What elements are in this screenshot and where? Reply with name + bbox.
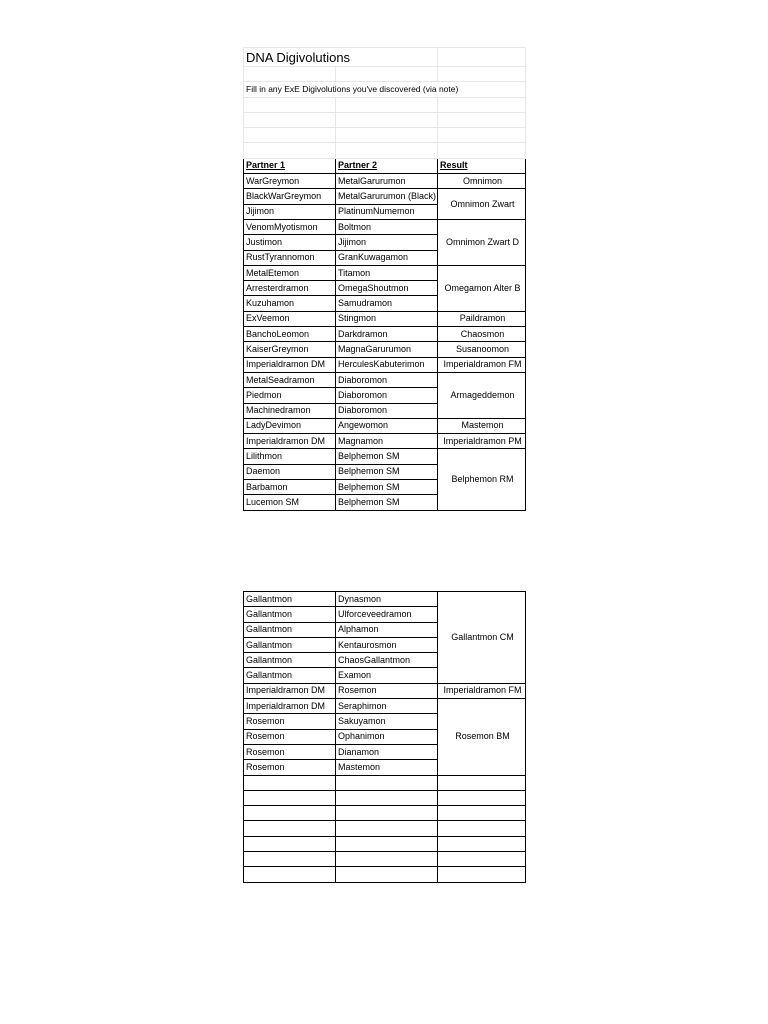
empty-cell[interactable]	[336, 852, 438, 867]
empty-cell[interactable]	[336, 821, 438, 836]
result-cell[interactable]: Chaosmon	[438, 327, 526, 342]
empty-row	[244, 836, 526, 851]
header-row	[244, 158, 526, 173]
partner2-cell[interactable]: Samudramon	[336, 296, 438, 311]
partner1-cell[interactable]: Gallantmon	[244, 637, 336, 652]
partner1-cell[interactable]: Lilithmon	[244, 449, 336, 464]
partner1-cell[interactable]: Lucemon SM	[244, 495, 336, 510]
empty-row	[244, 867, 526, 882]
empty-cell[interactable]	[244, 806, 336, 821]
partner1-cell[interactable]: Gallantmon	[244, 653, 336, 668]
partner2-cell[interactable]: HerculesKabuterimon	[336, 357, 438, 372]
empty-cell[interactable]	[244, 836, 336, 851]
empty-cell[interactable]	[336, 67, 438, 82]
result-cell[interactable]: Imperialdramon FM	[438, 357, 526, 372]
partner1-cell[interactable]: BlackWarGreymon	[244, 189, 336, 204]
partner2-cell[interactable]: MetalGarurumon	[336, 174, 438, 189]
table-row	[244, 265, 526, 280]
empty-cell[interactable]	[244, 143, 336, 158]
result-cell[interactable]: Imperialdramon FM	[438, 683, 526, 698]
partner1-cell[interactable]: KaiserGreymon	[244, 342, 336, 357]
empty-cell[interactable]	[336, 806, 438, 821]
partner1-cell[interactable]: Rosemon	[244, 714, 336, 729]
partner1-cell[interactable]: RustTyrannomon	[244, 250, 336, 265]
partner2-cell[interactable]: Dianamon	[336, 744, 438, 759]
empty-cell[interactable]	[336, 836, 438, 851]
partner1-cell[interactable]: BanchoLeomon	[244, 327, 336, 342]
partner2-cell[interactable]: PlatinumNumemon	[336, 204, 438, 219]
partner1-cell[interactable]: Rosemon	[244, 744, 336, 759]
partner1-cell[interactable]: MetalEtemon	[244, 265, 336, 280]
note-text[interactable]: Fill in any ExE Digivolutions you've discovered (via note)	[244, 82, 526, 97]
partner1-cell[interactable]: Imperialdramon DM	[244, 683, 336, 698]
result-cell[interactable]: Imperialdramon PM	[438, 434, 526, 449]
empty-row	[244, 806, 526, 821]
partner2-cell[interactable]: Alphamon	[336, 622, 438, 637]
empty-cell[interactable]	[438, 821, 526, 836]
empty-cell[interactable]	[438, 128, 526, 143]
partner1-cell[interactable]: Rosemon	[244, 729, 336, 744]
table-row	[244, 311, 526, 326]
partner2-cell[interactable]: Belphemon SM	[336, 480, 438, 495]
result-cell[interactable]: Paildramon	[438, 311, 526, 326]
result-cell[interactable]: Omnimon Zwart D	[438, 219, 526, 265]
partner2-cell[interactable]: Titamon	[336, 265, 438, 280]
result-cell[interactable]: Omnimon Zwart	[438, 189, 526, 220]
empty-cell[interactable]	[244, 852, 336, 867]
partner2-cell[interactable]: GranKuwagamon	[336, 250, 438, 265]
partner1-cell[interactable]: VenomMyotismon	[244, 219, 336, 234]
partner2-cell[interactable]: Angewomon	[336, 418, 438, 433]
partner1-cell[interactable]: Arresterdramon	[244, 281, 336, 296]
empty-cell[interactable]	[438, 790, 526, 805]
empty-row	[244, 775, 526, 790]
partner2-cell[interactable]: Diaboromon	[336, 388, 438, 403]
empty-cell[interactable]	[438, 112, 526, 127]
empty-cell[interactable]	[336, 128, 438, 143]
partner2-cell[interactable]: MetalGarurumon (Black)	[336, 189, 438, 204]
result-cell[interactable]: Rosemon BM	[438, 699, 526, 775]
table-row	[244, 342, 526, 357]
partner1-cell[interactable]: Gallantmon	[244, 592, 336, 607]
empty-cell[interactable]	[244, 821, 336, 836]
partner2-cell[interactable]: Ulforceveedramon	[336, 607, 438, 622]
partner2-cell[interactable]: Belphemon SM	[336, 495, 438, 510]
empty-cell[interactable]	[438, 806, 526, 821]
empty-cell[interactable]	[438, 775, 526, 790]
empty-row	[244, 821, 526, 836]
empty-cell[interactable]	[244, 128, 336, 143]
bottom-sheet	[243, 591, 526, 883]
table-row	[244, 592, 526, 607]
partner2-cell[interactable]: Diaboromon	[336, 403, 438, 418]
partner1-cell[interactable]: Imperialdramon DM	[244, 699, 336, 714]
empty-cell[interactable]	[336, 775, 438, 790]
partner2-cell[interactable]: Examon	[336, 668, 438, 683]
empty-cell[interactable]	[244, 867, 336, 882]
empty-cell[interactable]	[438, 97, 526, 112]
partner1-cell[interactable]: ExVeemon	[244, 311, 336, 326]
header-result[interactable]: Result	[438, 158, 526, 173]
partner1-cell[interactable]: Machinedramon	[244, 403, 336, 418]
partner2-cell[interactable]: ChaosGallantmon	[336, 653, 438, 668]
empty-cell[interactable]	[438, 143, 526, 158]
empty-cell[interactable]	[438, 867, 526, 882]
partner2-cell[interactable]: OmegaShoutmon	[336, 281, 438, 296]
table-row	[244, 434, 526, 449]
empty-cell[interactable]	[244, 775, 336, 790]
empty-cell[interactable]	[336, 867, 438, 882]
partner1-cell[interactable]: Jijimon	[244, 204, 336, 219]
table-row	[244, 357, 526, 372]
empty-cell[interactable]	[244, 790, 336, 805]
empty-cell[interactable]	[336, 97, 438, 112]
partner2-cell[interactable]: Belphemon SM	[336, 464, 438, 479]
result-cell[interactable]: Susanoomon	[438, 342, 526, 357]
table-row	[244, 449, 526, 464]
empty-cell[interactable]	[336, 112, 438, 127]
table-row	[244, 189, 526, 204]
empty-cell[interactable]	[336, 790, 438, 805]
partner1-cell[interactable]: Imperialdramon DM	[244, 357, 336, 372]
empty-cell[interactable]	[438, 852, 526, 867]
partner1-cell[interactable]: Gallantmon	[244, 668, 336, 683]
table-row	[244, 683, 526, 698]
partner2-cell[interactable]: Belphemon SM	[336, 449, 438, 464]
partner1-cell[interactable]: Gallantmon	[244, 622, 336, 637]
partner1-cell[interactable]: LadyDevimon	[244, 418, 336, 433]
result-cell[interactable]: Armageddemon	[438, 372, 526, 418]
result-cell[interactable]: Gallantmon CM	[438, 592, 526, 684]
empty-cell[interactable]	[244, 112, 336, 127]
top-sheet	[243, 47, 526, 511]
empty-cell[interactable]	[438, 836, 526, 851]
partner2-cell[interactable]: Sakuyamon	[336, 714, 438, 729]
partner2-cell[interactable]: Diaboromon	[336, 372, 438, 387]
partner1-cell[interactable]: Imperialdramon DM	[244, 434, 336, 449]
empty-row	[244, 790, 526, 805]
table-row	[244, 174, 526, 189]
partner1-cell[interactable]: WarGreymon	[244, 174, 336, 189]
empty-cell[interactable]	[244, 67, 336, 82]
partner1-cell[interactable]: Rosemon	[244, 760, 336, 775]
partner1-cell[interactable]: Kuzuhamon	[244, 296, 336, 311]
partner2-cell[interactable]: Ophanimon	[336, 729, 438, 744]
table-row	[244, 327, 526, 342]
partner2-cell[interactable]: Magnamon	[336, 434, 438, 449]
empty-cell[interactable]	[336, 143, 438, 158]
partner2-cell[interactable]: Darkdramon	[336, 327, 438, 342]
partner2-cell[interactable]: Boltmon	[336, 219, 438, 234]
table-row	[244, 699, 526, 714]
empty-cell[interactable]	[438, 48, 526, 67]
empty-row	[244, 852, 526, 867]
partner2-cell[interactable]: Kentaurosmon	[336, 637, 438, 652]
table-row	[244, 418, 526, 433]
partner1-cell[interactable]: Barbamon	[244, 480, 336, 495]
table-row	[244, 372, 526, 387]
partner1-cell[interactable]: Gallantmon	[244, 607, 336, 622]
partner2-cell[interactable]: Mastemon	[336, 760, 438, 775]
empty-cell[interactable]	[244, 97, 336, 112]
header-partner2[interactable]: Partner 2	[336, 158, 438, 173]
partner2-cell[interactable]: MagnaGarurumon	[336, 342, 438, 357]
header-partner1[interactable]: Partner 1	[244, 158, 336, 173]
partner1-cell[interactable]: Daemon	[244, 464, 336, 479]
empty-cell[interactable]	[438, 67, 526, 82]
page-title[interactable]: DNA Digivolutions	[244, 48, 438, 67]
result-cell[interactable]: Mastemon	[438, 418, 526, 433]
partner2-cell[interactable]: Seraphimon	[336, 699, 438, 714]
partner2-cell[interactable]: Stingmon	[336, 311, 438, 326]
partner1-cell[interactable]: MetalSeadramon	[244, 372, 336, 387]
partner1-cell[interactable]: Justimon	[244, 235, 336, 250]
table-row	[244, 219, 526, 234]
result-cell[interactable]: Omegamon Alter B	[438, 265, 526, 311]
partner2-cell[interactable]: Rosemon	[336, 683, 438, 698]
result-cell[interactable]: Belphemon RM	[438, 449, 526, 510]
partner2-cell[interactable]: Jijimon	[336, 235, 438, 250]
partner2-cell[interactable]: Dynasmon	[336, 592, 438, 607]
partner1-cell[interactable]: Piedmon	[244, 388, 336, 403]
result-cell[interactable]: Omnimon	[438, 174, 526, 189]
